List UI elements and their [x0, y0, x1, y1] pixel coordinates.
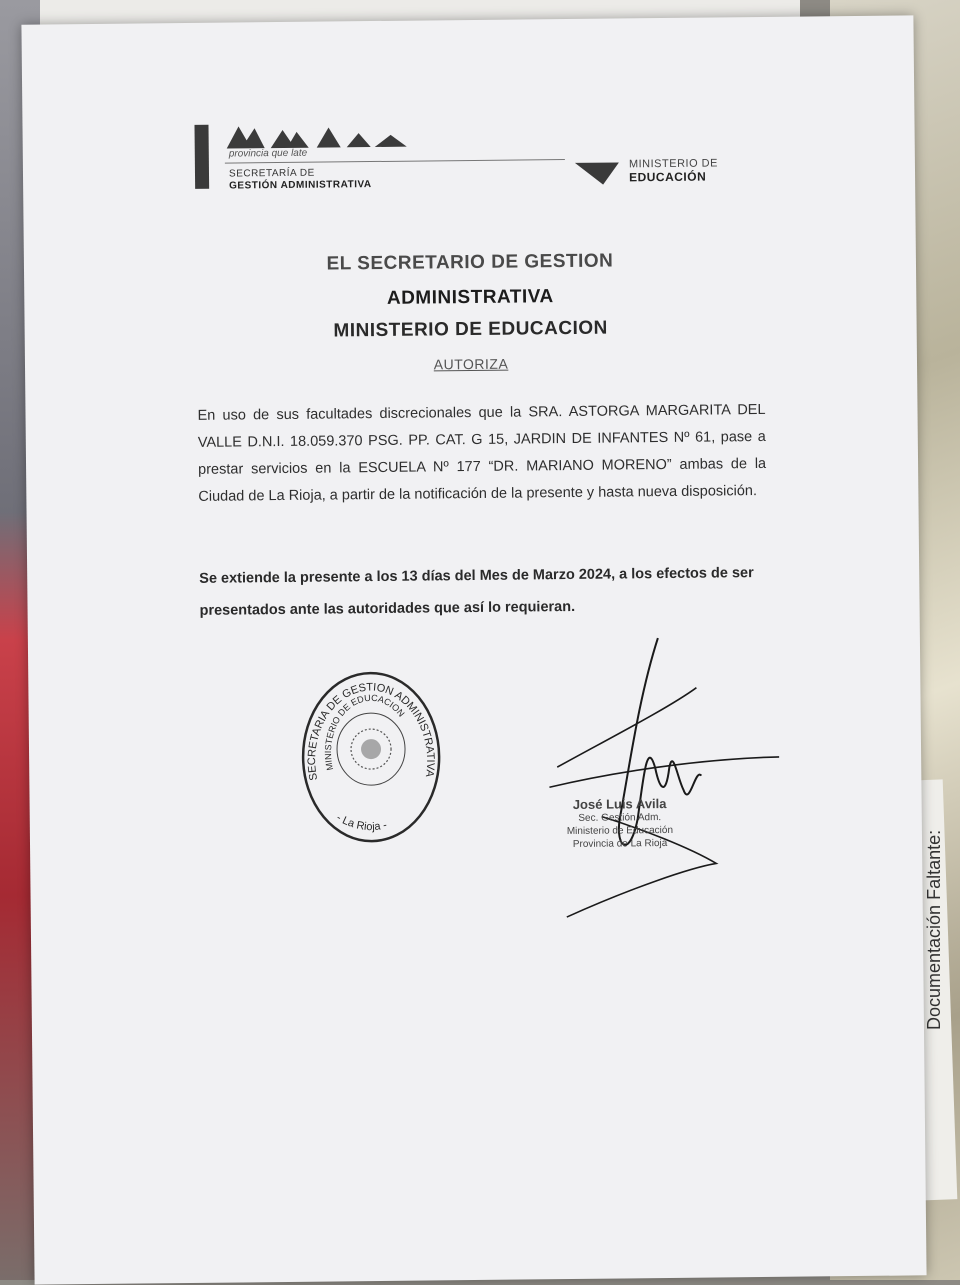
letterhead-rule: [225, 159, 565, 164]
title-line1: EL SECRETARIO DE GESTION: [326, 250, 614, 275]
closing-paragraph: Se extiende la presente a los 13 días del Mes de Marzo 2024, a los efectos de ser presentados ante las autoridades que así lo requieran.: [199, 565, 754, 619]
seal-outer-text: SECRETARIA DE GESTION ADMINISTRATIVA: [306, 681, 437, 782]
authorization-paragraph: En uso de sus facultades discrecionales que la SRA. ASTORGA MARGARITA DEL VALLE D.N.I. 18.059.370 PSG. PP. CAT. G 15, JARDIN DE INFANTES Nº 61, pase a prestar servicios en la ESCUELA Nº 177 “DR. MARIANO MORENO” ambas de la Ciudad de La Rioja, a partir de la notificación de la presente y hasta nueva disposición.: [197, 401, 767, 505]
document-page: [21, 15, 926, 1284]
background-side-text: Documentación Faltante:: [924, 830, 944, 1030]
secretaria-line2: GESTIÓN ADMINISTRATIVA: [229, 179, 372, 192]
letterhead-bar: [194, 125, 209, 189]
svg-text:- La Rioja -: [334, 811, 388, 833]
signer-block: [550, 796, 691, 851]
ministerio-line2: EDUCACIÓN: [628, 169, 707, 185]
official-seal: [298, 668, 444, 845]
seal-bottom-text: - La Rioja -: [334, 811, 389, 834]
signer-title: Sec. Gestión Adm.: [578, 812, 662, 824]
title-line2: ADMINISTRATIVA: [386, 286, 554, 309]
secretaria-line1: SECRETARÍA DE: [228, 167, 315, 180]
ministerio-logo-icon: [575, 160, 619, 184]
title-autoriza: AUTORIZA: [433, 355, 509, 373]
title-line3: MINISTERIO DE EDUCACION: [333, 317, 608, 342]
signer-province: Provincia de La Rioja: [572, 837, 668, 850]
signer-name: José Luis Avila: [572, 795, 667, 812]
tagline: provincia que late: [228, 147, 308, 160]
letterhead: [194, 117, 755, 203]
handwritten-signature: [518, 617, 781, 920]
signer-ministry: Ministerio de Educación: [566, 824, 674, 838]
ministerio-line1: MINISTERIO DE: [628, 157, 718, 171]
seal-inner-text: MINISTERIO DE EDUCACION: [323, 692, 407, 772]
